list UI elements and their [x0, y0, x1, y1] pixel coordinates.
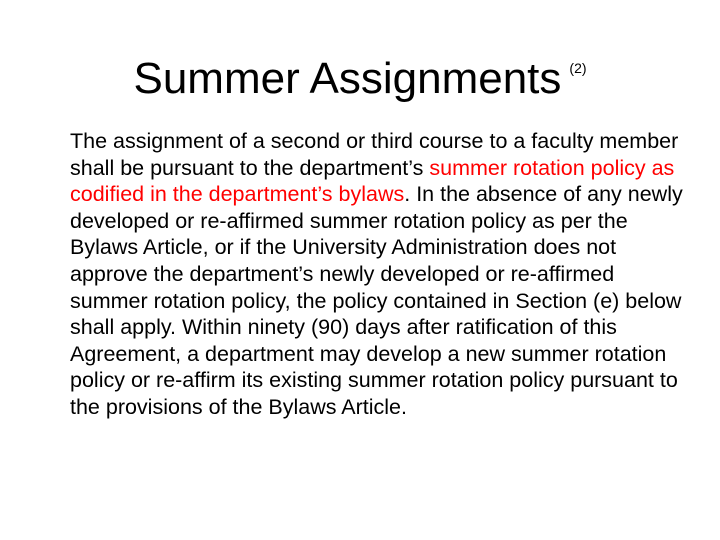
slide-title-suffix: (2) [569, 60, 587, 76]
slide-body-paragraph [70, 128, 685, 421]
slide-title [0, 40, 720, 107]
body-rest-text: . In the absence of any newly developed or re-affirmed summer rotation policy as per the Bylaws Article, or if the University Administration does not approve the department’s newly developed or re-affirmed summer rotation policy, the policy contained in Section (e) below shall apply. Within ninety (90) days after ratification of this Agreement, a department may develop a new summer rotation policy or re-affirm its existing summer rotation policy pursuant to the provisions of the Bylaws Article. [70, 182, 683, 419]
body-lead-text: The assignment of a second or third course to a faculty member shall be pursuant to the department’s [70, 129, 679, 180]
slide-title-text: Summer Assignments [133, 54, 562, 103]
body-highlight-text: summer rotation policy as codified in the department’s bylaws [70, 155, 675, 207]
